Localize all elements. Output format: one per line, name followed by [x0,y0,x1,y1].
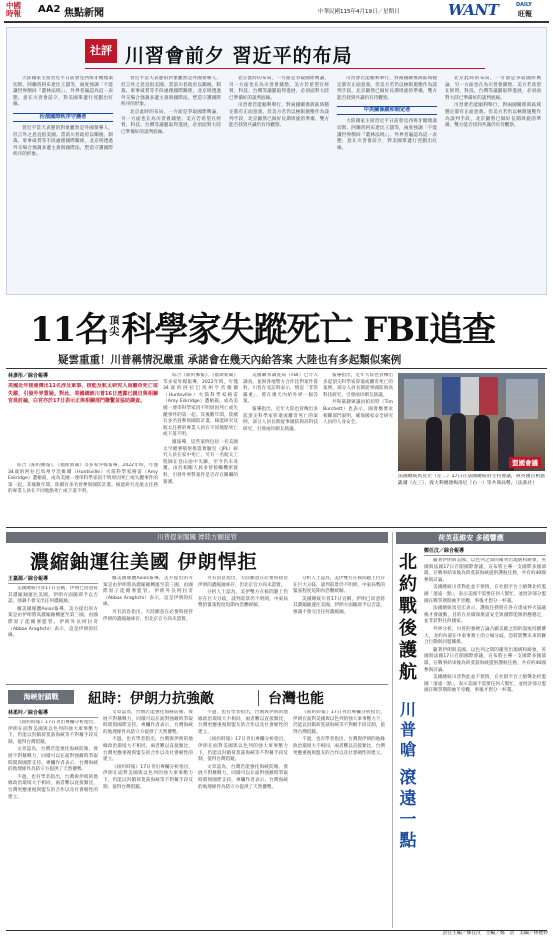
main-story-col-2 [163,373,238,523]
strait-col-1 [8,710,98,928]
main-lede-text: 美國近年接連傳出11名涉及軍事、核能及航太研究人員離奇死亡或失蹤，引發外界質疑。對此，美國總統川普16日透露已親自與相關官員討論，白宮亦於17日表示正與相關部門聯繫並協助調查。 [8,383,158,405]
main-byline: 林彥彤／綜合報導 [8,373,158,381]
photo-caption-title: 盟國會議 [509,457,541,468]
editorial-paragraph: 大陸國家主席習近平日前會見西班牙總理桑切斯、阿聯酋阿布達比王儲等，兩度強調「不能讓世界倒回『叢林法則』」。外界普遍認為這一表態，意在川習會前夕，對美國單邊行徑劃出紅線。 [337,119,437,151]
photo-person [474,415,490,471]
escort-paragraph: 美國總統川普對此並不領情，在社群平台上嗆聲北約盟國「滾遠一點」，表示美國不需要任何人幫忙，並批評部分盟國在戰爭期間袖手旁觀，事後才想分一杯羹。 [424,585,546,604]
iran-paragraph: 據美國媒體Axios報導，美方提出的方案是由伊朗將高濃縮鈾轉運至第三國，由國際原子能總署監管。伊朗外長阿拉奇（Abbas Araghchi）表示，這是伊朗的紅線。 [103,576,193,608]
photo-person [426,417,442,471]
escort-headline-b: 川普嗆 [399,700,416,759]
editorial-paragraph: 川習會若能順利舉行，對兩國關係與區域穩定都有正面意義。但美方若仍以極限施壓作為談判手段，北京顯然已做好長期周旋的準備，雙方能否找到共識仍有待觀察。 [337,76,437,101]
strait-paragraph: 不過，也有學者指出，台灣與伊朗的地緣政治環境大不相同，兩者難以直接類比，台灣更應重視與盟友的合作以及社會韌性的建立。 [103,737,193,763]
photo-caption: 法國總統馬克宏（左二）17日在法國總統府主持會議，與英國首相施凱爾（左三）、義大利總理梅洛尼（右一）等共商局勢。（法新社） [398,474,545,486]
iran-paragraph: 另有消息指出，大陸願意在必要時接管伊朗的濃縮鈾庫存，但北京官方尚未證實。 [198,576,288,588]
strait-section-bar [8,690,74,704]
escort-byline: 鄭任汶／綜合報導 [424,548,546,556]
editorial-box [6,27,547,295]
editorial-paragraph: 北京此時的布局，一方面是爭取國際輿論，另一方面也在為川習會鋪墊。美方若希望在經貿、科技、台灣等議題取得進展，必須面對大陸已準備好的談判底線。 [121,109,221,135]
strait-col-4 [293,710,385,928]
strait-paragraph: 不過，也有學者指出，台灣與伊朗的地緣政治環境大不相同，兩者難以直接類比，台灣更應重視與盟友的合作以及社會韌性的建立。 [293,737,385,756]
iran-col-4 [293,576,385,680]
iran-byline: 王嘉源／綜合報導 [8,576,98,584]
main-paragraph: 報導指出，近年大陸也曾傳出多起頂尖科學家猝逝或離奇死亡的案例，部分人員長期從事國防與高科技研究，引發兩岸網友熱議。 [323,373,393,398]
main-story-lede [8,373,158,461]
iran-paragraph: 分析人士認為，美伊雙方在核問題上仍存在巨大分歧，談判前景仍不明朗，中東局勢的緊張程度短期內恐難緩解。 [293,576,385,595]
editorial-headline-rule [85,68,485,69]
iran-col-1 [8,576,98,680]
logo-line2: 時報 [6,9,21,18]
editorial-col-3 [229,76,329,286]
editorial-paragraph: 北京此時的布局，一方面是爭取國際輿論，另一方面也在為川習會鋪墊。美方若希望在經貿、科技、台灣等議題取得進展，必須面對大陸已準備好的談判底線。 [229,76,329,101]
iran-paragraph: 美國總統川普17日宣稱，伊朗已同意將其濃縮鈾運往美國。伊朗方面隨即予以否認，強調不會交出任何濃縮鈾。 [293,596,385,615]
main-story-col-3 [243,373,318,523]
iran-section-bar [6,532,388,543]
editorial-headline: 川習會前夕 習近平的布局 [125,45,353,67]
escort-headline-a: 北約戰後護航 [399,552,417,683]
summit-photo[interactable] [398,373,545,471]
editorial-paragraph: 習近平當天表態的對象雖然是外國領導人，但言外之意直指美國。當前川普政府以關稅、制裁、軍事威脅等手段處理國際關係，北京則透過外交場合強調多邊主義與國際法，塑造守護國際秩序的形象。 [121,76,221,108]
photo-person [450,413,466,471]
masthead [0,0,553,20]
main-story-col-4 [323,373,393,523]
escort-paragraph: 外界分析，川普的強硬言論凸顯美歐之間的裂痕持續擴大，北約內部在中東事務上的立場分歧，恐將影響未來的聯合行動與同盟關係。 [424,626,546,646]
strait-headline-left: 紐時：伊朗力抗強敵 [88,691,214,707]
photo-flags [442,377,498,415]
iran-col-2 [103,576,193,680]
iran-col-1-text [8,586,98,680]
page-code: AA2 [38,4,61,15]
iran-paragraph: 美國總統川普17日宣稱，伊朗已同意將其濃縮鈾運往美國。伊朗方面隨即予以否認，強調不會交出任何濃縮鈾。 [8,586,98,605]
strait-byline: 林柔吟／綜合報導 [8,710,98,718]
escort-paragraph: 隨著伊朗與美國、以色列之間的衝突出現緩和跡象，英國與法國17日召開國際會議，宣布將主導一支國際多國部隊，在戰事結束後為荷莫茲海峽提供護航任務，共有約40國參與討論。 [424,647,546,673]
iran-headline: 濃縮鈾運往美國 伊朗悍拒 [30,551,258,573]
strait-col-2 [103,710,193,928]
strait-paragraph: 不過，也有學者指出，台灣與伊朗的地緣政治環境大不相同，兩者難以直接類比，台灣更應重視與盟友的合作以及社會韌性的建立。 [198,710,288,735]
iran-col-3 [198,576,288,680]
escort-headline-c: 滾遠一點 [399,768,417,851]
photo-window [404,379,434,419]
main-headline-b: 頂尖 [109,316,120,338]
editorial-paragraph: 習近平當天表態的對象雖然是外國領導人，但言外之意直指美國。當前川普政府以關稅、制裁、軍事威脅等手段處理國際關係，北京則透過外交場合強調多邊主義與國際法，塑造守護國際秩序的形象。 [13,125,113,158]
iran-bottom-rule [6,684,388,685]
strait-paragraph: 《紐約時報》17日刊出專欄分析指出，伊朗在面對美國與以色列的強大軍事壓力下，仍能以封鎖荷莫茲海峽等不對稱手段反制，值得台灣借鏡。 [198,737,288,763]
escort-paragraph: 隨著伊朗與美國、以色列之間的衝突出現緩和跡象，英國與法國17日召開國際會議，宣布將主導一支國際多國部隊，在戰事結束後為荷莫茲海峽提供護航任務，共有約40國參與討論。 [424,558,546,583]
section-title: 焦點新聞 [64,8,104,19]
iran-section-bar-text: 川普提案闖關 傳陸方願接管 [156,533,238,541]
main-paragraph: 美國聯邦調查局（FBI）已介入調查，並與各地警方合作比對案件資料。川普在受訪時表示，情況「非常嚴重」，將在幾天內給外界一個答案。 [243,373,318,405]
main-story-bottom-rule [6,527,547,528]
iran-paragraph: 據美國媒體Axios報導，美方提出的方案是由伊朗將高濃縮鈾轉運至第三國，由國際原子能總署監管。伊朗外長阿拉奇（Abbas Araghchi）表示，這是伊朗的紅線。 [8,606,98,639]
editorial-col-5 [445,76,541,286]
iran-paragraph: 另有消息指出，大陸願意在必要時接管伊朗的濃縮鈾庫存，但北京官方尚未證實。 [103,609,193,622]
escort-body-text [424,558,546,926]
editorial-col-4 [337,76,437,286]
editorial-paragraph: 大陸國家主席習近平日前會見西班牙總理桑切斯、阿聯酋阿布達比王儲等，兩度強調「不能讓世界倒回『叢林法則』」。外界普遍認為這一表態，意在川習會前夕，對美國單邊行徑劃出紅線。 [13,76,113,108]
escort-section-bar [396,532,546,544]
iran-paragraph: 分析人士認為，美伊雙方在核問題上仍存在巨大分歧，談判前景仍不明朗，中東局勢的緊張程度短期內恐難緩解。 [198,590,288,609]
editorial-col-2 [121,76,221,286]
main-paragraph: 據報導，這些案例包括一名美國太空總署噴射推進實驗室（JPL）研究人員在家中死亡，另有一名航太工程師在登山途中失聯，至今仍未尋獲。由於相關人員多曾接觸機密資料，引發外界對案件是否存在關聯的猜測。 [163,439,238,485]
editorial-paragraph: 川習會若能順利舉行，對兩國關係與區域穩定都有正面意義。但美方若仍以極限施壓作為談判手段，北京顯然已做好長期周旋的準備，雙方能否找到共識仍有待觀察。 [229,103,329,129]
editorial-col-1 [13,76,113,286]
main-paragraph: 報導指出，近年大陸也曾傳出多起頂尖科學家猝逝或離奇死亡的案例，部分人員長期從事國防與高科技研究，引發兩岸網友熱議。 [243,406,318,432]
main-headline [30,302,530,348]
strait-paragraph: 文章認為，台灣若能強化海峽防衛、發展不對稱戰力，同樣可以在面對強敵時爭取時間與國際支持。專欄作者表示，台灣海峽的地理條件為防守方提供了天然優勢。 [8,747,98,773]
logo-line1: 中國 [6,1,21,10]
photo-window [506,379,538,419]
right-column-divider [392,532,393,928]
strait-paragraph: 不過，也有學者指出，台灣與伊朗的地緣政治環境大不相同，兩者難以直接類比，台灣更應重視與盟友的合作以及社會韌性的建立。 [8,774,98,800]
want-brand: WANT [448,1,499,19]
masthead-rule [4,21,549,23]
escort-paragraph: 法國總統馬克宏表示，護航任務將在各方達成停火協議後才會啟動，目的在於確保航道安全與國際能源供應穩定，並非針對任何國家。 [424,606,546,625]
editorial-paragraph: 北京此時的布局，一方面是爭取國際輿論，另一方面也在為川習會鋪墊。美方若希望在經貿、科技、台灣等議題取得進展，必須面對大陸已準備好的談判底線。 [445,76,541,101]
china-times-logo[interactable] [6,2,32,20]
escort-section-bar-text: 荷英茲維安 多國響應 [438,534,504,542]
footer-credits: 責任主編／鄭任汶 主編／鄭 浩 美編／林禮妙 [442,931,548,936]
editorial-subhead-1: 扮演國際秩序守護者 [13,113,113,122]
main-paragraph: 綜合《紐約郵報》、《福斯新聞》等多家外媒報導，2022年時，年僅34歲的阿拉巴馬州亨茨維爾（Huntsville）火箭科學家格雷（Amy Eskridge）遭槍殺，成為美國一連串科學家因不明原因死亡或失蹤事件的第一起。其後數年間，陸續有多名曾參與國防計畫、核能研究及航太任務的專業人員在不同地點死亡或下落不明。 [163,373,238,438]
escort-body [424,548,546,928]
strait-paragraph: 文章認為，台灣若能強化海峽防衛、發展不對稱戰力，同樣可以在面對強敵時爭取時間與國際支持。專欄作者表示，台灣海峽的地理條件為防守方提供了天然優勢。 [198,764,288,790]
main-headline-c: 科學家失蹤死亡 FBI追查 [121,310,495,350]
main-subheadline-rule [6,368,547,369]
editorial-tag [85,39,117,63]
main-subheadline: 疑雲重重！川普稱情況嚴重 承諾會在幾天內給答案 大陸也有多起類似案例 [58,354,402,366]
editorial-tag-text: 社評 [90,44,112,57]
strait-paragraph: 《紐約時報》17日刊出專欄分析指出，伊朗在面對美國與以色列的強大軍事壓力下，仍能以封鎖荷莫茲海峽等不對稱手段反制，值得台灣借鏡。 [293,710,385,735]
strait-paragraph: 文章認為，台灣若能強化海峽防衛、發展不對稱戰力，同樣可以在面對強敵時爭取時間與國際支持。專欄作者表示，台灣海峽的地理條件為防守方提供了天然優勢。 [103,710,193,735]
strait-col-3 [198,710,288,928]
main-headline-a: 11名 [30,310,109,350]
want-logo[interactable] [448,1,546,20]
editorial-paragraph: 川習會若能順利舉行，對兩國關係與區域穩定都有正面意義。但美方若仍以極限施壓作為談判手段，北京顯然已做好長期周旋的準備，雙方能否找到共識仍有待觀察。 [445,103,541,129]
want-daily: DAILY [516,2,532,8]
strait-paragraph: 《紐約時報》17日刊出專欄分析指出，伊朗在面對美國與以色列的強大軍事壓力下，仍能以封鎖荷莫茲海峽等不對稱手段反制，值得台灣借鏡。 [103,764,193,790]
strait-section-bar-text: 海峽射鎖戰 [23,693,59,701]
strait-col-1-text [8,720,98,928]
issue-date: 中華民國115年4月19日／星期日 [318,9,400,15]
strait-paragraph: 《紐約時報》17日刊出專欄分析指出，伊朗在面對美國與以色列的強大軍事壓力下，仍能以封鎖荷莫茲海峽等不對稱手段反制，值得台灣借鏡。 [8,720,98,745]
main-story-col-1b [8,463,158,523]
main-paragraph: 綜合《紐約郵報》、《福斯新聞》等多家外媒報導，2022年時，年僅34歲的阿拉巴馬州亨茨維爾（Huntsville）火箭科學家格雷（Amy Eskridge）遭槍殺，成為美國一連串科學家因不明原因死亡或失蹤事件的第一起。其後數年間，陸續有多名曾參與國防計畫、核能研究及航太任務的專業人員在不同地點死亡或下落不明。 [8,463,158,495]
escort-paragraph: 美國總統川普對此並不領情，在社群平台上嗆聲北約盟國「滾遠一點」，表示美國不需要任何人幫忙，並批評部分盟國在戰爭期間袖手旁觀，事後才想分一杯羹。 [424,675,546,694]
main-paragraph: 共和黨籍眾議員柏切特（Tim Burchett）也表示，國會應要求相關部門說明，確保國家安全研究人員的人身安全。 [323,400,393,426]
strait-headline-divider [258,690,259,706]
want-cn: 旺報 [518,10,532,18]
editorial-subhead-2: 中美關係緩和制定者 [337,106,437,115]
strait-headline-right: 台灣也能 [268,691,324,707]
